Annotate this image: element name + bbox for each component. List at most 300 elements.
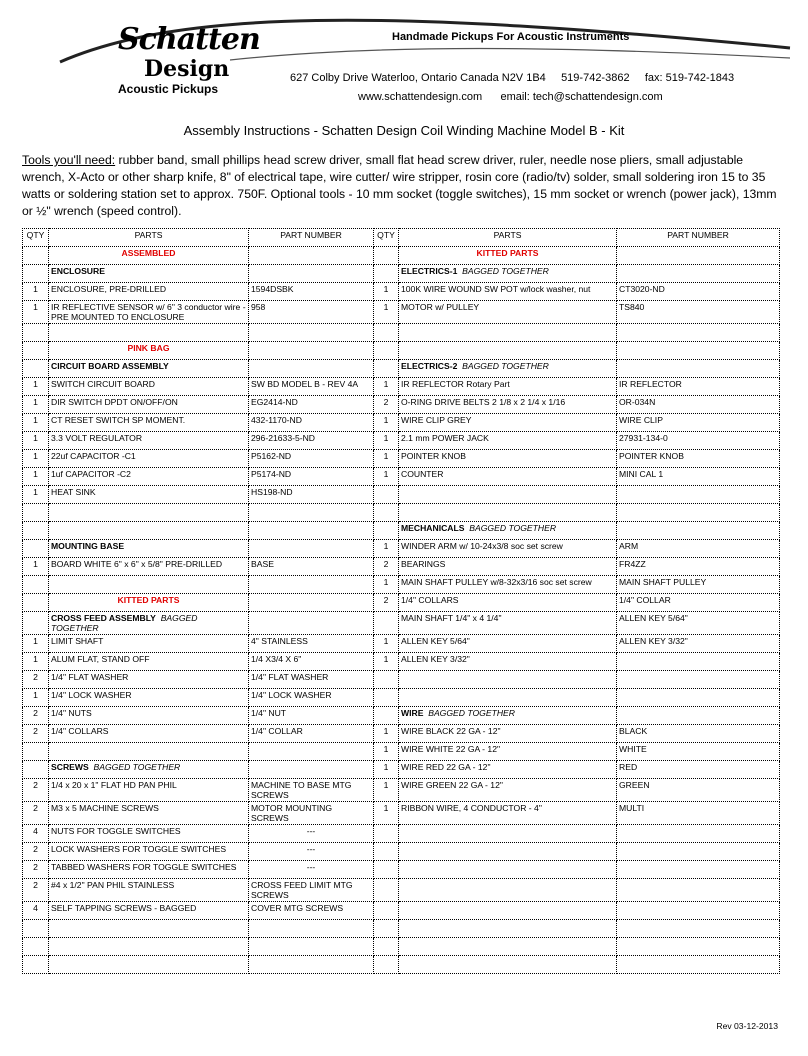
part-number-cell: P5174-ND	[249, 468, 374, 486]
qty-cell: 1	[23, 558, 49, 576]
part-number-cell: COVER MTG SCREWS	[249, 902, 374, 920]
part-cell: WIRE CLIP GREY	[399, 414, 617, 432]
qty-cell	[374, 324, 399, 342]
table-row	[23, 486, 780, 504]
qty-cell: 1	[374, 450, 399, 468]
part-number-cell	[617, 653, 780, 671]
tagline: Handmade Pickups For Acoustic Instruments	[392, 31, 630, 43]
qty-cell: 1	[374, 432, 399, 450]
part-cell	[399, 522, 617, 540]
part-cell	[399, 938, 617, 956]
table-row	[23, 761, 780, 779]
part-cell	[399, 342, 617, 360]
part-cell	[49, 247, 249, 265]
table-row	[23, 468, 780, 486]
qty-cell: 1	[374, 635, 399, 653]
part-cell: 1/4" NUTS	[49, 707, 249, 725]
table-header-row	[23, 229, 780, 247]
qty-cell: 2	[23, 802, 49, 825]
part-number-cell	[249, 265, 374, 283]
qty-cell	[23, 576, 49, 594]
part-cell: #4 x 1/2" PAN PHIL STAINLESS	[49, 879, 249, 902]
qty-cell	[23, 938, 49, 956]
cell-text: ASSEMBLED	[121, 248, 176, 258]
part-number-cell	[617, 879, 780, 902]
part-cell: BOARD WHITE 6" x 6" x 5/8" PRE-DRILLED	[49, 558, 249, 576]
part-number-cell	[249, 576, 374, 594]
part-cell: DIR SWITCH DPDT ON/OFF/ON	[49, 396, 249, 414]
address: 627 Colby Drive Waterloo, Ontario Canada N2V 1B4	[290, 72, 546, 84]
phone: 519-742-3862	[561, 72, 630, 84]
header-part-number: PART NUMBER	[249, 229, 374, 247]
table-row	[23, 414, 780, 432]
part-cell: LIMIT SHAFT	[49, 635, 249, 653]
header-qty: QTY	[23, 229, 49, 247]
table-row	[23, 689, 780, 707]
tools-paragraph	[22, 152, 784, 220]
cell-text: ENCLOSURE	[51, 266, 105, 276]
part-number-cell: SW BD MODEL B - REV 4A	[249, 378, 374, 396]
part-number-cell: 1/4 X3/4 X 6"	[249, 653, 374, 671]
part-number-cell: ALLEN KEY 5/64"	[617, 612, 780, 635]
table-row	[23, 558, 780, 576]
part-cell	[49, 938, 249, 956]
part-number-cell	[617, 956, 780, 974]
table-row	[23, 671, 780, 689]
page-title: Assembly Instructions - Schatten Design Coil Winding Machine Model B - Kit	[183, 123, 625, 138]
part-number-cell	[249, 920, 374, 938]
part-number-cell: 1/4" NUT	[249, 707, 374, 725]
part-cell: HEAT SINK	[49, 486, 249, 504]
part-number-cell	[617, 247, 780, 265]
part-cell	[399, 689, 617, 707]
qty-cell: 1	[374, 725, 399, 743]
cell-text: KITTED PARTS	[117, 595, 180, 605]
qty-cell	[23, 594, 49, 612]
qty-cell	[23, 265, 49, 283]
part-cell: POINTER KNOB	[399, 450, 617, 468]
part-number-cell	[249, 360, 374, 378]
part-number-cell: IR REFLECTOR	[617, 378, 780, 396]
part-number-cell	[249, 540, 374, 558]
part-number-cell	[249, 612, 374, 635]
qty-cell: 2	[374, 558, 399, 576]
part-cell: RIBBON WIRE, 4 CONDUCTOR - 4"	[399, 802, 617, 825]
part-cell: 1/4" COLLARS	[49, 725, 249, 743]
table-row	[23, 779, 780, 802]
part-cell: MOTOR w/ PULLEY	[399, 301, 617, 324]
cell-text: ---	[306, 844, 316, 854]
tools-label: Tools you'll need:	[22, 153, 116, 167]
qty-cell	[23, 247, 49, 265]
part-number-cell	[617, 360, 780, 378]
part-number-cell: MOTOR MOUNTING SCREWS	[249, 802, 374, 825]
qty-cell	[374, 689, 399, 707]
part-number-cell: 1594DSBK	[249, 283, 374, 301]
qty-cell	[374, 879, 399, 902]
cell-text: MOUNTING BASE	[51, 541, 125, 551]
cell-text: ELECTRICS-1	[401, 266, 458, 276]
letterhead	[0, 0, 808, 112]
part-cell	[399, 486, 617, 504]
qty-cell	[374, 247, 399, 265]
cell-text: ELECTRICS-2	[401, 361, 458, 371]
qty-cell: 1	[23, 283, 49, 301]
table-row	[23, 324, 780, 342]
part-number-cell	[249, 594, 374, 612]
part-number-cell: 1/4" COLLAR	[617, 594, 780, 612]
part-cell	[399, 360, 617, 378]
table-row	[23, 247, 780, 265]
qty-cell: 2	[23, 707, 49, 725]
part-number-cell: WIRE CLIP	[617, 414, 780, 432]
part-cell	[49, 522, 249, 540]
part-cell: COUNTER	[399, 468, 617, 486]
part-cell	[49, 920, 249, 938]
qty-cell	[23, 324, 49, 342]
qty-cell	[374, 825, 399, 843]
table-row	[23, 843, 780, 861]
part-cell: MAIN SHAFT 1/4" x 4 1/4"	[399, 612, 617, 635]
qty-cell	[374, 902, 399, 920]
part-number-cell	[249, 956, 374, 974]
part-cell: M3 x 5 MACHINE SCREWS	[49, 802, 249, 825]
part-cell: 1/4 x 20 x 1" FLAT HD PAN PHIL	[49, 779, 249, 802]
part-cell	[399, 324, 617, 342]
part-cell	[399, 671, 617, 689]
part-number-cell	[617, 342, 780, 360]
fax: fax: 519-742-1843	[644, 72, 735, 84]
qty-cell: 2	[23, 879, 49, 902]
part-cell: SWITCH CIRCUIT BOARD	[49, 378, 249, 396]
part-number-cell: ARM	[617, 540, 780, 558]
qty-cell	[23, 612, 49, 635]
table-row	[23, 432, 780, 450]
cell-text: WIRE	[401, 708, 424, 718]
part-number-cell: 1/4" COLLAR	[249, 725, 374, 743]
table-row	[23, 504, 780, 522]
qty-cell: 1	[374, 283, 399, 301]
qty-cell: 1	[374, 540, 399, 558]
part-number-cell: 1/4" FLAT WASHER	[249, 671, 374, 689]
part-cell: 3.3 VOLT REGULATOR	[49, 432, 249, 450]
part-cell	[49, 594, 249, 612]
part-number-cell: OR-034N	[617, 396, 780, 414]
part-cell: TABBED WASHERS FOR TOGGLE SWITCHES	[49, 861, 249, 879]
part-number-cell: ALLEN KEY 3/32"	[617, 635, 780, 653]
table-row	[23, 825, 780, 843]
part-cell	[399, 920, 617, 938]
qty-cell: 1	[23, 635, 49, 653]
table-row	[23, 920, 780, 938]
part-number-cell: HS198-ND	[249, 486, 374, 504]
part-cell	[49, 761, 249, 779]
part-number-cell	[249, 825, 374, 843]
logo-script: Schatten	[118, 22, 260, 57]
part-number-cell: BASE	[249, 558, 374, 576]
qty-cell: 1	[23, 414, 49, 432]
qty-cell	[374, 671, 399, 689]
parts-table	[22, 228, 780, 974]
qty-cell	[374, 861, 399, 879]
part-number-cell	[617, 324, 780, 342]
cell-text: ---	[306, 826, 316, 836]
qty-cell	[23, 540, 49, 558]
part-cell: ALUM FLAT, STAND OFF	[49, 653, 249, 671]
part-cell: 1/4" LOCK WASHER	[49, 689, 249, 707]
part-cell: WIRE BLACK 22 GA - 12"	[399, 725, 617, 743]
table-row	[23, 360, 780, 378]
part-number-cell: MAIN SHAFT PULLEY	[617, 576, 780, 594]
table-row	[23, 902, 780, 920]
part-number-cell: POINTER KNOB	[617, 450, 780, 468]
qty-cell: 1	[374, 576, 399, 594]
qty-cell: 1	[23, 378, 49, 396]
qty-cell	[374, 956, 399, 974]
part-cell	[399, 879, 617, 902]
qty-cell	[374, 612, 399, 635]
header-part-number: PART NUMBER	[617, 229, 780, 247]
qty-cell: 1	[374, 378, 399, 396]
qty-cell	[23, 920, 49, 938]
part-number-cell: 4" STAINLESS	[249, 635, 374, 653]
qty-cell: 1	[374, 761, 399, 779]
cell-note: BAGGED TOGETHER	[462, 361, 549, 371]
part-number-cell: CROSS FEED LIMIT MTG SCREWS	[249, 879, 374, 902]
cell-note: BAGGED TOGETHER	[462, 266, 549, 276]
part-cell: 100K WIRE WOUND SW POT w/lock washer, nut	[399, 283, 617, 301]
revision-label: Rev 03-12-2013	[716, 1021, 778, 1031]
qty-cell: 1	[23, 301, 49, 324]
part-cell	[49, 540, 249, 558]
table-row	[23, 450, 780, 468]
qty-cell	[23, 743, 49, 761]
part-number-cell: 27931-134-0	[617, 432, 780, 450]
part-cell	[399, 247, 617, 265]
table-row	[23, 956, 780, 974]
part-cell: NUTS FOR TOGGLE SWITCHES	[49, 825, 249, 843]
qty-cell	[23, 360, 49, 378]
part-cell: 1/4" FLAT WASHER	[49, 671, 249, 689]
part-number-cell	[249, 743, 374, 761]
qty-cell	[374, 920, 399, 938]
header-parts: PARTS	[49, 229, 249, 247]
qty-cell: 1	[23, 653, 49, 671]
part-number-cell: MINI CAL 1	[617, 468, 780, 486]
part-cell	[399, 265, 617, 283]
part-cell: 1uf CAPACITOR -C2	[49, 468, 249, 486]
cell-text: CROSS FEED ASSEMBLY	[51, 613, 156, 623]
part-cell	[399, 902, 617, 920]
part-number-cell: EG2414-ND	[249, 396, 374, 414]
part-number-cell	[617, 920, 780, 938]
part-cell: 1/4" COLLARS	[399, 594, 617, 612]
part-number-cell	[617, 671, 780, 689]
qty-cell	[23, 504, 49, 522]
part-cell	[49, 342, 249, 360]
qty-cell	[374, 504, 399, 522]
table-row	[23, 283, 780, 301]
qty-cell: 1	[374, 301, 399, 324]
cell-text: CIRCUIT BOARD ASSEMBLY	[51, 361, 169, 371]
table-row	[23, 635, 780, 653]
qty-cell: 2	[374, 396, 399, 414]
part-cell: ALLEN KEY 5/64"	[399, 635, 617, 653]
part-cell: MAIN SHAFT PULLEY w/8-32x3/16 soc set screw	[399, 576, 617, 594]
part-number-cell	[249, 504, 374, 522]
company-logo	[78, 22, 260, 102]
qty-cell: 2	[23, 861, 49, 879]
qty-cell	[23, 761, 49, 779]
table-row	[23, 265, 780, 283]
table-row	[23, 802, 780, 825]
tools-text: rubber band, small phillips head screw driver, small flat head screw driver, ruler, needle nose pliers, small adjustable wrench, X-Acto or other sharp knife, 8" of electrical tape, wire cutter/ wire stripper, rosin core (radio/tv) solder, small soldering iron 15 to 35 watts or soldering station set to approx. 750F. Optional tools - 10 mm socket (toggle switches), 15 mm socket or wrench (power jack), 13mm or ½" wrench (speed control).	[22, 153, 777, 218]
qty-cell: 2	[23, 725, 49, 743]
table-row	[23, 396, 780, 414]
part-number-cell: TS840	[617, 301, 780, 324]
table-row	[23, 861, 780, 879]
part-cell: ALLEN KEY 3/32"	[399, 653, 617, 671]
qty-cell: 1	[23, 468, 49, 486]
qty-cell	[374, 265, 399, 283]
table-row	[23, 707, 780, 725]
table-row	[23, 522, 780, 540]
part-cell: WIRE GREEN 22 GA - 12"	[399, 779, 617, 802]
cell-text: KITTED PARTS	[476, 248, 539, 258]
part-number-cell	[617, 825, 780, 843]
part-cell: WIRE RED 22 GA - 12"	[399, 761, 617, 779]
part-number-cell	[249, 247, 374, 265]
part-cell	[49, 265, 249, 283]
part-number-cell: P5162-ND	[249, 450, 374, 468]
part-cell	[49, 324, 249, 342]
header-parts: PARTS	[399, 229, 617, 247]
part-cell: ENCLOSURE, PRE-DRILLED	[49, 283, 249, 301]
part-number-cell	[249, 938, 374, 956]
logo-subtitle: Acoustic Pickups	[118, 82, 219, 96]
part-cell: O-RING DRIVE BELTS 2 1/8 x 2 1/4 x 1/16	[399, 396, 617, 414]
part-cell: BEARINGS	[399, 558, 617, 576]
cell-note: BAGGED TOGETHER	[51, 613, 198, 633]
part-number-cell: MACHINE TO BASE MTG SCREWS	[249, 779, 374, 802]
header-qty: QTY	[374, 229, 399, 247]
cell-note: BAGGED TOGETHER	[469, 523, 557, 533]
part-cell	[49, 743, 249, 761]
table-row	[23, 576, 780, 594]
part-number-cell: 958	[249, 301, 374, 324]
qty-cell: 2	[23, 779, 49, 802]
qty-cell: 1	[23, 689, 49, 707]
qty-cell: 4	[23, 825, 49, 843]
part-cell: 22uf CAPACITOR -C1	[49, 450, 249, 468]
qty-cell	[374, 342, 399, 360]
part-number-cell	[617, 522, 780, 540]
table-row	[23, 378, 780, 396]
qty-cell: 1	[23, 486, 49, 504]
web-line	[358, 91, 663, 103]
part-cell	[399, 825, 617, 843]
part-number-cell	[249, 861, 374, 879]
part-cell: IR REFLECTIVE SENSOR w/ 6" 3 conductor wire -PRE MOUNTED TO ENCLOSURE	[49, 301, 249, 324]
part-number-cell: RED	[617, 761, 780, 779]
part-cell	[49, 576, 249, 594]
part-cell	[49, 504, 249, 522]
address-line	[290, 72, 734, 84]
cell-text: MECHANICALS	[401, 523, 465, 533]
part-number-cell	[617, 504, 780, 522]
qty-cell: 1	[374, 468, 399, 486]
part-cell: SELF TAPPING SCREWS - BAGGED	[49, 902, 249, 920]
email-link[interactable]: email: tech@schattendesign.com	[500, 91, 663, 103]
part-cell	[399, 504, 617, 522]
part-number-cell	[617, 843, 780, 861]
table-row	[23, 879, 780, 902]
qty-cell	[23, 342, 49, 360]
part-number-cell	[617, 707, 780, 725]
part-number-cell	[249, 342, 374, 360]
qty-cell: 2	[374, 594, 399, 612]
qty-cell: 1	[374, 802, 399, 825]
part-number-cell: CT3020-ND	[617, 283, 780, 301]
part-number-cell: GREEN	[617, 779, 780, 802]
part-number-cell: 432-1170-ND	[249, 414, 374, 432]
part-cell	[399, 707, 617, 725]
part-cell: 2.1 mm POWER JACK	[399, 432, 617, 450]
qty-cell: 1	[23, 432, 49, 450]
part-cell	[399, 956, 617, 974]
cell-text: ---	[306, 862, 316, 872]
qty-cell	[374, 522, 399, 540]
qty-cell: 1	[23, 450, 49, 468]
qty-cell	[374, 486, 399, 504]
part-number-cell	[617, 265, 780, 283]
table-row	[23, 540, 780, 558]
qty-cell: 1	[374, 653, 399, 671]
part-cell	[49, 360, 249, 378]
qty-cell: 1	[23, 396, 49, 414]
cell-note: BAGGED TOGETHER	[428, 708, 515, 718]
part-cell	[49, 956, 249, 974]
part-number-cell: BLACK	[617, 725, 780, 743]
table-row	[23, 612, 780, 635]
qty-cell	[374, 938, 399, 956]
qty-cell	[374, 843, 399, 861]
part-number-cell	[617, 689, 780, 707]
qty-cell	[23, 956, 49, 974]
part-cell: WINDER ARM w/ 10-24x3/8 soc set screw	[399, 540, 617, 558]
part-number-cell	[249, 522, 374, 540]
part-cell: IR REFLECTOR Rotary Part	[399, 378, 617, 396]
qty-cell	[374, 707, 399, 725]
qty-cell: 2	[23, 843, 49, 861]
part-cell: WIRE WHITE 22 GA - 12"	[399, 743, 617, 761]
part-cell	[399, 861, 617, 879]
qty-cell: 2	[23, 671, 49, 689]
qty-cell: 1	[374, 743, 399, 761]
cell-text: SCREWS	[51, 762, 89, 772]
part-cell: CT RESET SWITCH SP MOMENT.	[49, 414, 249, 432]
part-number-cell	[617, 902, 780, 920]
website-link[interactable]: www.schattendesign.com	[358, 91, 483, 103]
qty-cell: 4	[23, 902, 49, 920]
table-row	[23, 653, 780, 671]
table-row	[23, 594, 780, 612]
part-number-cell	[617, 861, 780, 879]
cell-note: BAGGED TOGETHER	[93, 762, 181, 772]
part-number-cell: 1/4" LOCK WASHER	[249, 689, 374, 707]
table-row	[23, 725, 780, 743]
table-row	[23, 301, 780, 324]
